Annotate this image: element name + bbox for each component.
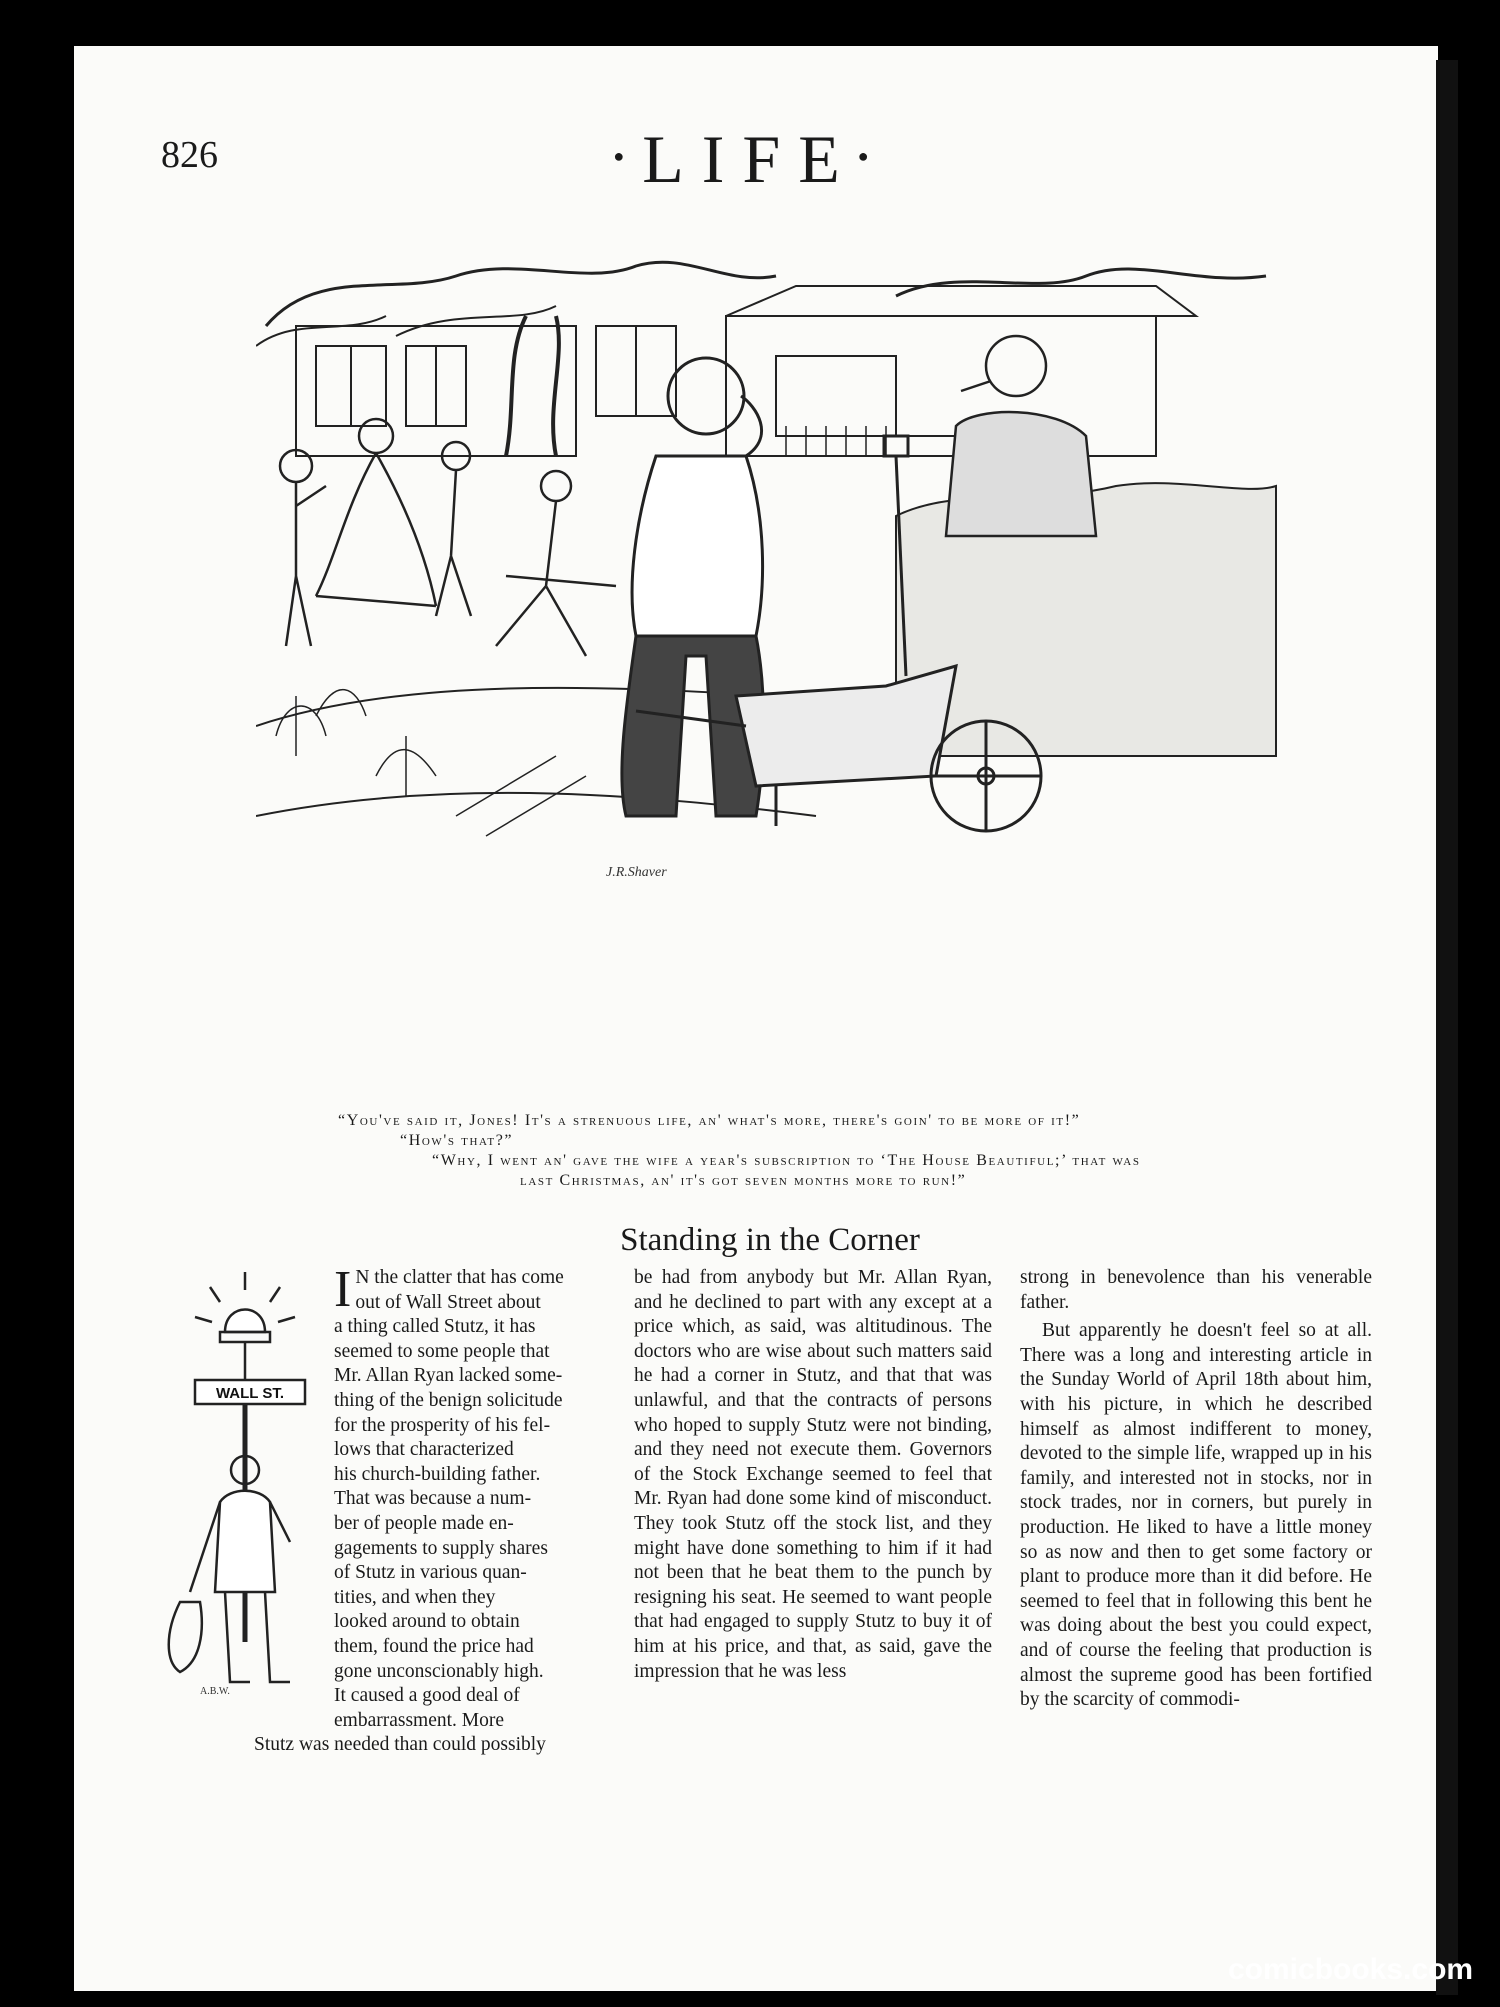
col1-line: looked around to obtain	[334, 1611, 520, 1633]
caption-line-2: “How's that?”	[400, 1132, 514, 1149]
article-column-3	[1020, 1266, 1372, 1713]
artist-signature: J.R.Shaver	[606, 865, 667, 880]
caption-line-4: last Christmas, an' it's got seven months more to run!”	[520, 1172, 967, 1189]
article-column-1	[254, 1261, 606, 1758]
col1-line: That was because a num-	[334, 1488, 532, 1510]
facing-page-edge	[1436, 60, 1458, 1995]
caption-line-3: “Why, I went an' gave the wife a year's subscription to ‘The House Beautiful;’ that was	[432, 1152, 1141, 1169]
glowing-lamp-icon	[195, 1272, 295, 1342]
col1-line: It caused a good deal of	[334, 1685, 520, 1707]
col1-line: thing of the benign solicitude	[334, 1389, 563, 1411]
col1-line: them, found the price had	[334, 1635, 534, 1657]
watermark: comicbooks.com	[1228, 1953, 1474, 1986]
col1-line: lows that characterized	[334, 1439, 514, 1461]
col1-line: gone unconscionably high.	[334, 1660, 544, 1682]
col1-line: embarrassment. More	[334, 1709, 505, 1731]
col1-line: for the prosperity of his fel-	[334, 1414, 551, 1436]
col1-line: seemed to some people that	[334, 1340, 550, 1362]
col1-line: his church-building father.	[334, 1463, 541, 1485]
col2-paragraph: be had from anybody but Mr. Allan Ryan, and he declined to part with any except at a price which, as said, was altitudinous. The doctors who are wise about such matters said he had a corner in Stutz, and that that was unlawful, and that the contracts of persons who hoped to supply Stutz were not binding, and they need not execute them. Governors of the Stock Exchange seemed to feel that Mr. Ryan had done some kind of misconduct. They took Stutz off the stock list, and they might have done something to him if it had not been that he beat them to the punch by resigning his seat. He seemed to want people that had engaged to supply Stutz to buy it of him at his price, and that, as said, gave the impression that he was less	[634, 1267, 992, 1682]
col1-line-last: Stutz was needed than could possibly	[254, 1734, 546, 1756]
col1-line: ber of people made en-	[334, 1512, 514, 1534]
col1-line: tities, and when they	[334, 1586, 496, 1608]
dropcap: I	[334, 1261, 352, 1318]
masthead: ●LIFE●	[613, 121, 887, 197]
col1-line: a thing called Stutz, it has	[334, 1316, 536, 1338]
col1-line: out of Wall Street about	[355, 1291, 541, 1313]
wall-street-sign: WALL ST.	[215, 1385, 285, 1402]
cartoon-signature: A.B.W.	[200, 1686, 230, 1697]
article-headline: Standing in the Corner	[620, 1222, 920, 1258]
col1-line: N the clatter that has come	[355, 1267, 564, 1288]
col3-paragraph-1: strong in benevolence than his venerable father.	[1020, 1267, 1372, 1313]
caption-line-1: “You've said it, Jones! It's a strenuous life, an' what's more, there's goin' to be more of it!”	[338, 1112, 1081, 1129]
article-column-2	[634, 1266, 992, 1684]
col1-line: Mr. Allan Ryan lacked some-	[334, 1365, 563, 1387]
page-number: 826	[161, 134, 218, 176]
col1-line: gagements to supply shares	[334, 1537, 548, 1559]
col1-line: of Stutz in various quan-	[334, 1562, 527, 1584]
col3-paragraph-2: But apparently he doesn't feel so at all. There was a long and interesting article in the Sunday World of April 18th about him, with his picture, in which he described himself as almost indifferent to money, devoted to the simple life, wrapped up in his family, and interested not in stocks, nor in stock trades, nor in corners, but purely in production. He liked to have a little money so as now and then to get some factory or plant to produce more than it did before. He seemed to feel that in following this bent he was doing about the best you could expect, and of course the feeling that production is almost the supreme good has been fortified by the scarcity of commodi-	[1020, 1320, 1372, 1711]
wall-street-cartoon	[160, 1262, 360, 1702]
garden-cartoon-illustration	[256, 256, 1280, 1084]
